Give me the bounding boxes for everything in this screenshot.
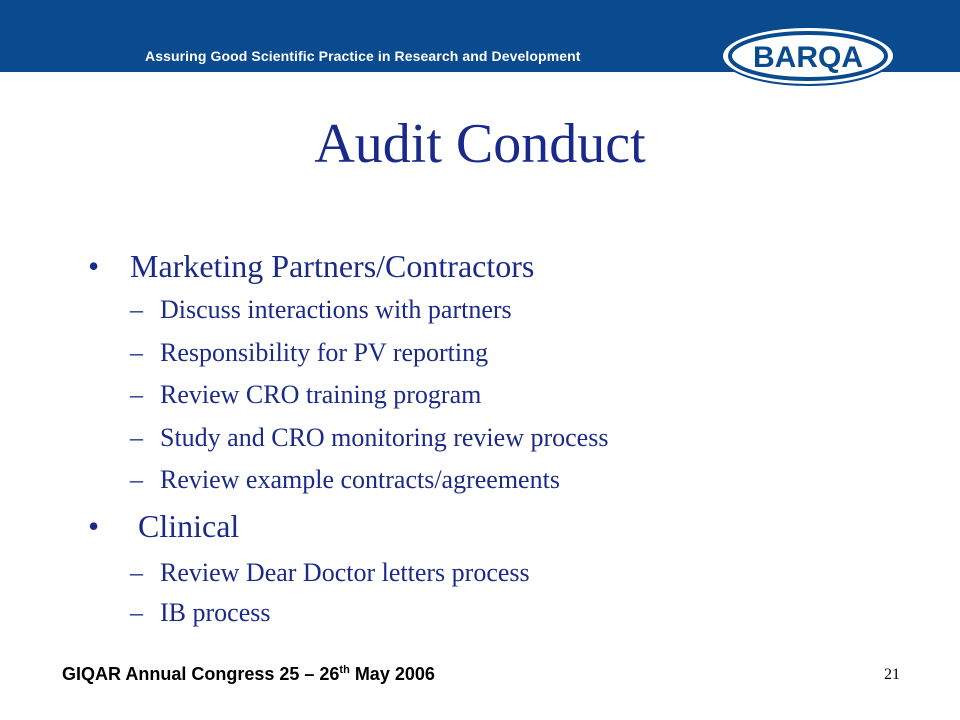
bullet-marker: • — [88, 508, 100, 544]
dash-marker: – — [130, 558, 143, 587]
sub-bullet-text: Study and CRO monitoring review process — [160, 423, 609, 452]
dash-marker: – — [130, 338, 143, 367]
dash-marker: – — [130, 423, 143, 452]
footer-event-suffix: May 2006 — [349, 664, 435, 684]
slide-title: Audit Conduct — [314, 113, 646, 175]
header-tagline: Assuring Good Scientific Practice in Research and Development — [145, 48, 581, 64]
dash-marker: – — [130, 465, 143, 494]
sub-bullet-text: Review example contracts/agreements — [160, 465, 560, 494]
logo-text: BARQA — [753, 41, 863, 74]
sub-bullet-text: Discuss interactions with partners — [160, 295, 512, 324]
footer-event — [62, 664, 435, 685]
dash-marker: – — [130, 295, 143, 324]
dash-marker: – — [130, 380, 143, 409]
footer-event-sup: th — [339, 664, 350, 676]
footer-event-prefix: GIQAR Annual Congress 25 – 26 — [62, 664, 340, 684]
bullet-marker: • — [88, 248, 100, 284]
section-heading: Clinical — [138, 508, 240, 544]
sub-bullet-text: Review Dear Doctor letters process — [160, 558, 530, 587]
dash-marker: – — [130, 598, 143, 627]
page-number: 21 — [884, 666, 900, 683]
sub-bullet-text: Review CRO training program — [160, 380, 482, 409]
sub-bullet-text: Responsibility for PV reporting — [160, 338, 489, 367]
sub-bullet-text: IB process — [160, 598, 271, 627]
section-heading: Marketing Partners/Contractors — [130, 248, 535, 284]
